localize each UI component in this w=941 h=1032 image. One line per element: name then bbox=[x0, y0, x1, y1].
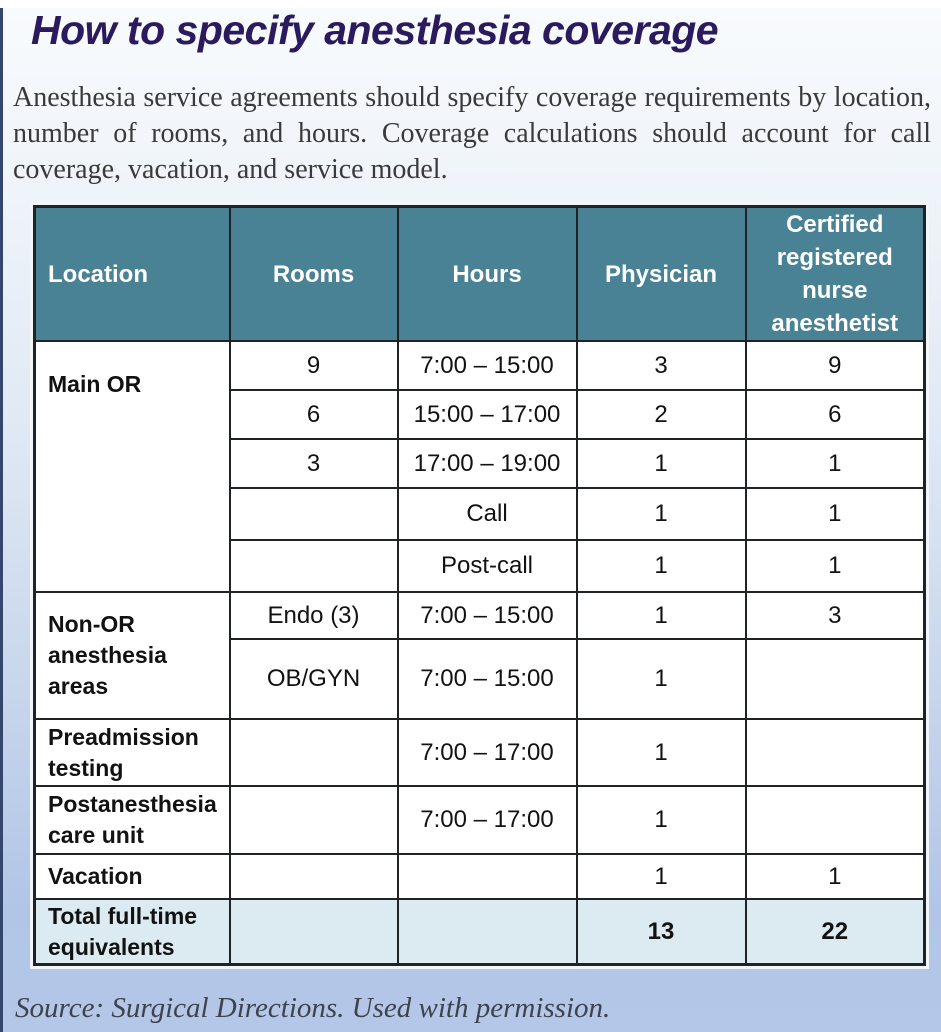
hours-cell: 15:00 – 17:00 bbox=[398, 390, 577, 439]
crna-cell: 3 bbox=[746, 592, 925, 639]
crna-cell: 1 bbox=[746, 488, 925, 540]
crna-cell: 1 bbox=[746, 540, 925, 592]
table-row bbox=[35, 341, 925, 390]
table-row bbox=[35, 719, 925, 786]
physician-cell: 2 bbox=[577, 390, 746, 439]
total-row bbox=[35, 899, 925, 964]
physician-cell: 3 bbox=[577, 341, 746, 390]
rooms-cell: 9 bbox=[230, 341, 398, 390]
physician-cell: 1 bbox=[577, 540, 746, 592]
crna-cell: 1 bbox=[746, 439, 925, 488]
hours-cell: 17:00 – 19:00 bbox=[398, 439, 577, 488]
physician-cell: 1 bbox=[577, 488, 746, 540]
rooms-cell bbox=[230, 854, 398, 899]
hours-cell bbox=[398, 899, 577, 964]
hours-cell bbox=[398, 854, 577, 899]
rooms-cell bbox=[230, 786, 398, 854]
hours-cell: 7:00 – 17:00 bbox=[398, 786, 577, 854]
physician-cell: 1 bbox=[577, 719, 746, 786]
physician-cell: 1 bbox=[577, 592, 746, 639]
location-cell: Main OR bbox=[35, 341, 230, 592]
hours-cell: 7:00 – 15:00 bbox=[398, 341, 577, 390]
physician-cell: 1 bbox=[577, 439, 746, 488]
crna-cell: 22 bbox=[746, 899, 925, 964]
hours-cell: Post-call bbox=[398, 540, 577, 592]
crna-cell bbox=[746, 639, 925, 719]
table-row bbox=[35, 786, 925, 854]
location-cell: Vacation bbox=[35, 854, 230, 899]
crna-cell bbox=[746, 719, 925, 786]
column-header-location: Location bbox=[35, 206, 230, 341]
rooms-cell: 6 bbox=[230, 390, 398, 439]
table-row bbox=[35, 592, 925, 639]
physician-cell: 1 bbox=[577, 786, 746, 854]
rooms-cell bbox=[230, 899, 398, 964]
hours-cell: 7:00 – 15:00 bbox=[398, 639, 577, 719]
column-header-hours: Hours bbox=[398, 206, 577, 341]
table-row bbox=[35, 854, 925, 899]
location-cell: Total full-time equivalents bbox=[35, 899, 230, 964]
hours-cell: 7:00 – 17:00 bbox=[398, 719, 577, 786]
intro-paragraph: Anesthesia service agreements should specify coverage requirements by location, number of rooms, and hours. Coverage calculations should account for call coverage, vacation, and service model. bbox=[13, 81, 931, 185]
crna-cell: 1 bbox=[746, 854, 925, 899]
physician-cell: 1 bbox=[577, 639, 746, 719]
hours-cell: Call bbox=[398, 488, 577, 540]
rooms-cell bbox=[230, 488, 398, 540]
column-header-crna: Certified registered nurse anesthetist bbox=[746, 206, 925, 341]
coverage-table bbox=[33, 205, 926, 966]
physician-cell: 13 bbox=[577, 899, 746, 964]
column-header-physician: Physician bbox=[577, 206, 746, 341]
location-cell: Postanesthesia care unit bbox=[35, 786, 230, 854]
location-cell: Preadmission testing bbox=[35, 719, 230, 786]
rooms-cell: 3 bbox=[230, 439, 398, 488]
rooms-cell bbox=[230, 719, 398, 786]
column-header-rooms: Rooms bbox=[230, 206, 398, 341]
rooms-cell bbox=[230, 540, 398, 592]
page-title: How to specify anesthesia coverage bbox=[31, 7, 719, 53]
hours-cell: 7:00 – 15:00 bbox=[398, 592, 577, 639]
source-note: Source: Surgical Directions. Used with permission. bbox=[15, 991, 611, 1024]
location-cell: Non-OR anesthesia areas bbox=[35, 592, 230, 719]
rooms-cell: OB/GYN bbox=[230, 639, 398, 719]
crna-cell bbox=[746, 786, 925, 854]
page-background bbox=[0, 8, 941, 1032]
table-header-row bbox=[35, 206, 925, 341]
rooms-cell: Endo (3) bbox=[230, 592, 398, 639]
crna-cell: 6 bbox=[746, 390, 925, 439]
physician-cell: 1 bbox=[577, 854, 746, 899]
crna-cell: 9 bbox=[746, 341, 925, 390]
